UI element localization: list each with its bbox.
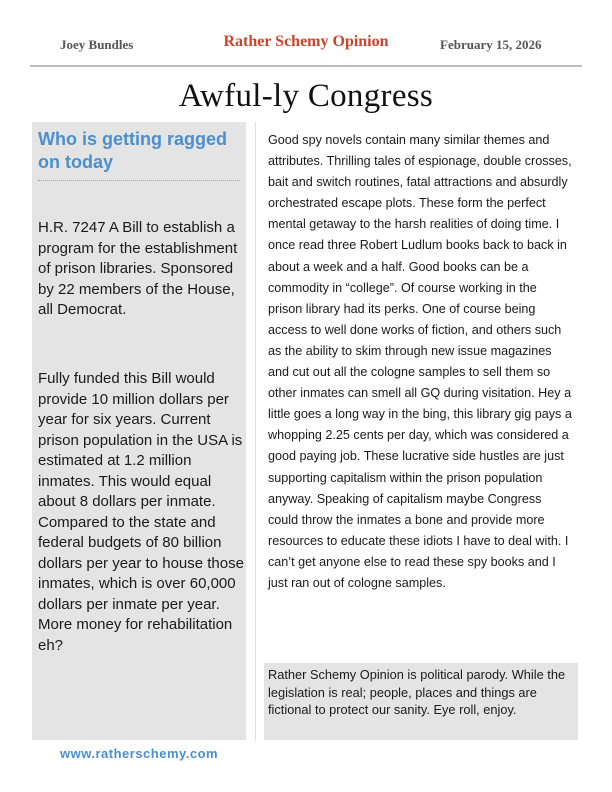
author-name: Joey Bundles (60, 37, 134, 52)
publication-name: Rather Schemy Opinion (223, 33, 389, 50)
disclaimer-box (264, 663, 578, 740)
page-title: Awful-ly Congress (178, 78, 434, 114)
sidebar-title: Who is getting ragged on today (38, 129, 227, 172)
funding-summary: Fully funded this Bill would provide 10 million dollars per year for six years. Current prison population in the USA is estimated at 1.2 million inmates. This would equal about 8 dollars per inmate. Compared to the state and federal budgets of 80 billion dollars per year to house those inmates, which is over 60,000 dollars per inmate per year. More money for rehabilitation eh? (38, 370, 244, 654)
publish-date: February 15, 2026 (440, 37, 542, 52)
sidebar-divider (38, 180, 240, 181)
column-divider (255, 122, 256, 740)
header-divider (30, 65, 582, 67)
disclaimer-text: Rather Schemy Opinion is political parody. While the legislation is real; people, places and things are fictional to protect our sanity. Eye roll, enjoy. (268, 667, 566, 717)
bill-summary: H.R. 7247 A Bill to establish a program for the establishment of prison libraries. Sponsored by 22 members of the House, all Democrat. (38, 219, 238, 318)
sidebar-panel (32, 122, 246, 740)
article-body: Good spy novels contain many similar themes and attributes. Thrilling tales of espionage, double crosses, bait and switch routines, fatal attractions and absurdly orchestrated escape plots. These form the perfect mental getaway to the harsh realities of doing time. I once read three Robert Ludlum books back to back in about a week and a half. Good books can be a commodity in “college”. Of course working in the prison library had its perks. One of course being access to well done works of fiction, and others such as the ability to skim through new issue magazines and cut out all the cologne samples to sell them so other inmates can smell all GQ during visitation. Hey a little goes a long way in the bing, this library gig pays a whopping 2.25 cents per day, which was considered a good paying job. These lucrative side hustles are just supporting capitalism within the prison population anyway. Speaking of capitalism maybe Congress could throw the inmates a bone and provide more resources to educate these idiots I have to deal with. I can’t get anyone else to read these spy books and I just ran out of cologne samples. (268, 133, 572, 590)
website-link[interactable]: www.ratherschemy.com (60, 746, 219, 761)
